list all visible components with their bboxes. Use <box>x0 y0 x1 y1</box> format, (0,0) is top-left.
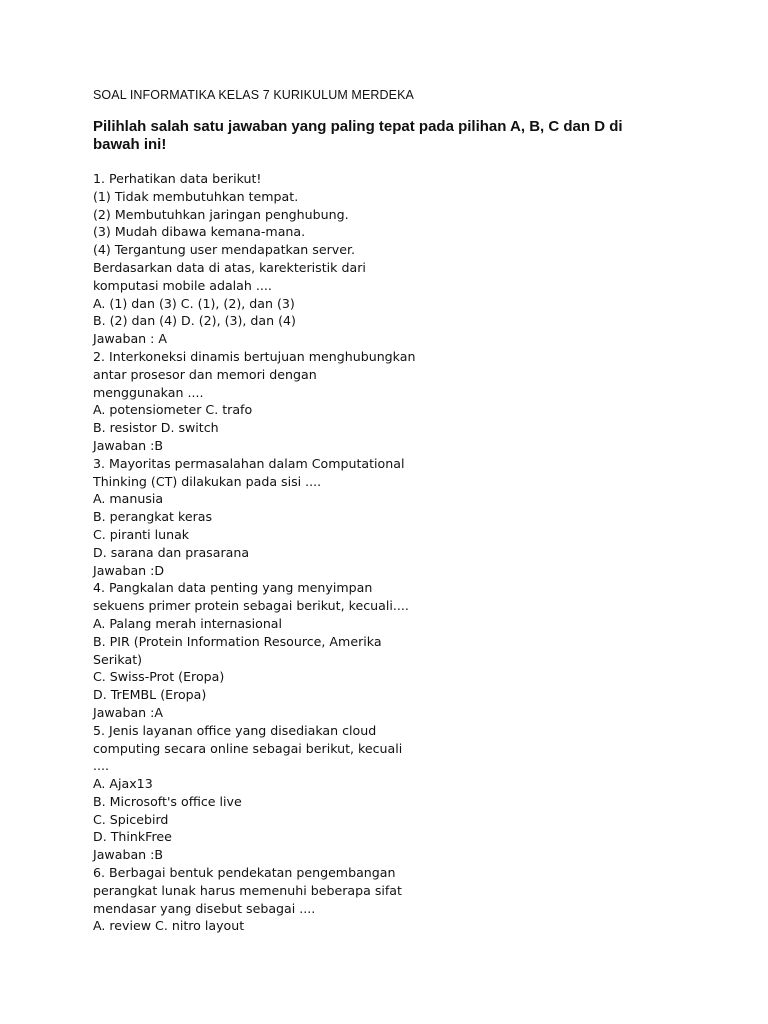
document-title: SOAL INFORMATIKA KELAS 7 KURIKULUM MERDEKA <box>93 88 414 102</box>
text-line: 3. Mayoritas permasalahan dalam Computational <box>93 455 405 471</box>
text-line: 1. Perhatikan data berikut! <box>93 171 262 186</box>
text-line: A. Palang merah internasional <box>93 615 283 631</box>
text-line: 6. Berbagai bentuk pendekatan pengembangan <box>93 865 396 881</box>
text-line: B. (2) dan (4) D. (2), (3), dan (4) <box>93 313 296 329</box>
text-line: (3) Mudah dibawa kemana-mana. <box>93 224 306 240</box>
text-line: 5. Jenis layanan office yang disediakan cloud <box>93 722 377 738</box>
text-line: Thinking (CT) dilakukan pada sisi .... <box>93 473 322 489</box>
text-line: computing secara online sebagai berikut, kecuali <box>93 740 403 756</box>
text-line: antar prosesor dan memori dengan <box>93 366 317 382</box>
text-line: 2. Interkoneksi dinamis bertujuan menghubungkan <box>93 348 416 364</box>
text-line: A. review C. nitro layout <box>93 918 245 934</box>
text-line: Jawaban :A <box>93 704 164 720</box>
text-line: Serikat) <box>93 651 143 667</box>
text-line: D. sarana dan prasarana <box>93 544 250 560</box>
text-line: .... <box>93 758 110 774</box>
text-line: mendasar yang disebut sebagai .... <box>93 900 316 916</box>
text-line: A. potensiometer C. trafo <box>93 402 253 418</box>
text-line: 4. Pangkalan data penting yang menyimpan <box>93 580 373 596</box>
text-line: B. Microsoft's office live <box>93 793 242 809</box>
text-line: C. Spicebird <box>93 811 169 827</box>
text-line: (1) Tidak membutuhkan tempat. <box>93 188 299 204</box>
text-line: A. manusia <box>93 491 164 507</box>
text-line: C. piranti lunak <box>93 526 190 542</box>
text-line: (2) Membutuhkan jaringan penghubung. <box>93 206 349 222</box>
text-line: D. ThinkFree <box>93 829 172 845</box>
text-line: A. (1) dan (3) C. (1), (2), dan (3) <box>93 295 295 311</box>
text-line: (4) Tergantung user mendapatkan server. <box>93 242 356 258</box>
document-body <box>93 170 693 935</box>
text-line: A. Ajax13 <box>93 776 153 792</box>
text-line: Jawaban : A <box>93 331 168 347</box>
text-line: Jawaban :B <box>93 437 164 453</box>
text-line: B. resistor D. switch <box>93 420 219 436</box>
text-line: C. Swiss-Prot (Eropa) <box>93 669 225 685</box>
text-line: Jawaban :B <box>93 847 164 863</box>
text-line: komputasi mobile adalah .... <box>93 277 272 293</box>
text-line: D. TrEMBL (Eropa) <box>93 687 207 703</box>
text-line: B. perangkat keras <box>93 509 213 525</box>
text-line: Jawaban :D <box>93 562 165 578</box>
text-line: B. PIR (Protein Information Resource, Amerika <box>93 633 382 649</box>
text-line: Berdasarkan data di atas, karekteristik dari <box>93 259 366 275</box>
text-line: perangkat lunak harus memenuhi beberapa sifat <box>93 882 402 898</box>
text-line: sekuens primer protein sebagai berikut, kecuali.... <box>93 598 409 614</box>
instruction-text: Pilihlah salah satu jawaban yang paling tepat pada pilihan A, B, C dan D di bawah ini! <box>93 118 623 153</box>
text-line: menggunakan .... <box>93 384 204 400</box>
